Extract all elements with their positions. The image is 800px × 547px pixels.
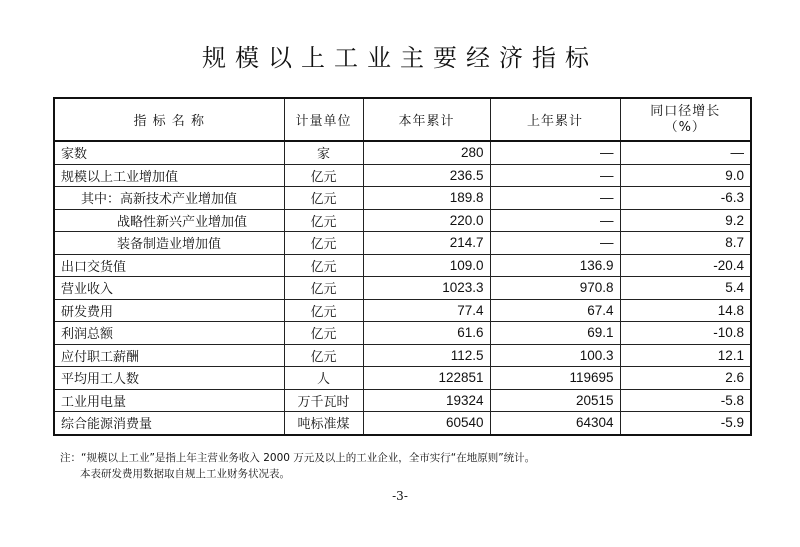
row-growth-cell: — xyxy=(620,141,751,164)
row-name-cell: 工业用电量 xyxy=(54,389,284,412)
row-growth-cell: 2.6 xyxy=(620,367,751,390)
page-number: -3- xyxy=(392,489,408,503)
row-current-cell: 214.7 xyxy=(363,232,490,255)
row-unit-cell: 亿元 xyxy=(284,299,363,322)
header-name: 指 标 名 称 xyxy=(54,98,284,141)
row-previous-cell: — xyxy=(490,164,620,187)
row-name-cell: 利润总额 xyxy=(54,322,284,345)
row-unit-cell: 亿元 xyxy=(284,254,363,277)
row-growth-cell: 12.1 xyxy=(620,344,751,367)
row-previous-cell: 136.9 xyxy=(490,254,620,277)
footnote-line-1: 注：“规模以上工业”是指上年主营业务收入 2000 万元及以上的工业企业，全市实行“在地原则”统计。 xyxy=(60,452,536,464)
row-growth-cell: 14.8 xyxy=(620,299,751,322)
row-growth-cell: 8.7 xyxy=(620,232,751,255)
table-row xyxy=(54,141,751,164)
row-previous-cell: — xyxy=(490,232,620,255)
row-name-cell: 综合能源消费量 xyxy=(54,412,284,435)
row-current-cell: 77.4 xyxy=(363,299,490,322)
header-current: 本年累计 xyxy=(363,98,490,141)
table-row xyxy=(54,322,751,345)
row-growth-cell: -6.3 xyxy=(620,187,751,210)
row-current-cell: 109.0 xyxy=(363,254,490,277)
row-growth-cell: 5.4 xyxy=(620,277,751,300)
row-current-cell: 220.0 xyxy=(363,209,490,232)
table-row xyxy=(54,254,751,277)
row-unit-cell: 亿元 xyxy=(284,209,363,232)
row-unit-cell: 亿元 xyxy=(284,322,363,345)
row-current-cell: 1023.3 xyxy=(363,277,490,300)
header-growth xyxy=(620,98,751,141)
table-row xyxy=(54,299,751,322)
row-unit-cell: 亿元 xyxy=(284,232,363,255)
row-current-cell: 122851 xyxy=(363,367,490,390)
header-growth-line1: 同口径增长 xyxy=(650,103,721,119)
row-current-cell: 19324 xyxy=(363,389,490,412)
row-unit-cell: 人 xyxy=(284,367,363,390)
row-name-cell: 战略性新兴产业增加值 xyxy=(54,209,284,232)
row-current-cell: 189.8 xyxy=(363,187,490,210)
row-name-cell: 家数 xyxy=(54,141,284,164)
row-previous-cell: — xyxy=(490,209,620,232)
row-current-cell: 61.6 xyxy=(363,322,490,345)
row-previous-cell: 119695 xyxy=(490,367,620,390)
row-growth-cell: 9.0 xyxy=(620,164,751,187)
row-previous-cell: 64304 xyxy=(490,412,620,435)
row-name-cell: 研发费用 xyxy=(54,299,284,322)
row-name-cell: 规模以上工业增加值 xyxy=(54,164,284,187)
page-title: 规模以上工业主要经济指标 xyxy=(202,44,598,72)
row-previous-cell: 970.8 xyxy=(490,277,620,300)
row-previous-cell: 67.4 xyxy=(490,299,620,322)
row-unit-cell: 亿元 xyxy=(284,187,363,210)
row-previous-cell: 20515 xyxy=(490,389,620,412)
row-growth-cell: -5.8 xyxy=(620,389,751,412)
table-header-row xyxy=(54,98,751,141)
row-current-cell: 112.5 xyxy=(363,344,490,367)
row-previous-cell: — xyxy=(490,141,620,164)
table-row xyxy=(54,209,751,232)
row-name-cell: 营业收入 xyxy=(54,277,284,300)
row-growth-cell: 9.2 xyxy=(620,209,751,232)
header-growth-line2: （%） xyxy=(664,119,706,135)
footnote xyxy=(60,450,535,482)
header-unit: 计量单位 xyxy=(284,98,363,141)
table-row xyxy=(54,187,751,210)
row-current-cell: 60540 xyxy=(363,412,490,435)
table-row xyxy=(54,389,751,412)
row-name-cell: 装备制造业增加值 xyxy=(54,232,284,255)
row-growth-cell: -20.4 xyxy=(620,254,751,277)
row-previous-cell: 69.1 xyxy=(490,322,620,345)
row-unit-cell: 吨标准煤 xyxy=(284,412,363,435)
table-body xyxy=(54,141,751,435)
indicators-table xyxy=(53,97,752,436)
row-name-cell: 其中：高新技术产业增加值 xyxy=(54,187,284,210)
row-previous-cell: 100.3 xyxy=(490,344,620,367)
row-unit-cell: 万千瓦时 xyxy=(284,389,363,412)
row-unit-cell: 亿元 xyxy=(284,277,363,300)
row-current-cell: 236.5 xyxy=(363,164,490,187)
table-row xyxy=(54,164,751,187)
row-unit-cell: 亿元 xyxy=(284,164,363,187)
table-row xyxy=(54,344,751,367)
row-growth-cell: -5.9 xyxy=(620,412,751,435)
footnote-line-2: 本表研发费用数据取自规上工业财务状况表。 xyxy=(80,468,290,480)
row-name-cell: 应付职工薪酬 xyxy=(54,344,284,367)
row-growth-cell: -10.8 xyxy=(620,322,751,345)
table-row xyxy=(54,277,751,300)
row-name-cell: 平均用工人数 xyxy=(54,367,284,390)
row-unit-cell: 家 xyxy=(284,141,363,164)
row-unit-cell: 亿元 xyxy=(284,344,363,367)
table-row xyxy=(54,232,751,255)
row-previous-cell: — xyxy=(490,187,620,210)
table-row xyxy=(54,412,751,435)
header-previous: 上年累计 xyxy=(490,98,620,141)
row-current-cell: 280 xyxy=(363,141,490,164)
row-name-cell: 出口交货值 xyxy=(54,254,284,277)
table-row xyxy=(54,367,751,390)
